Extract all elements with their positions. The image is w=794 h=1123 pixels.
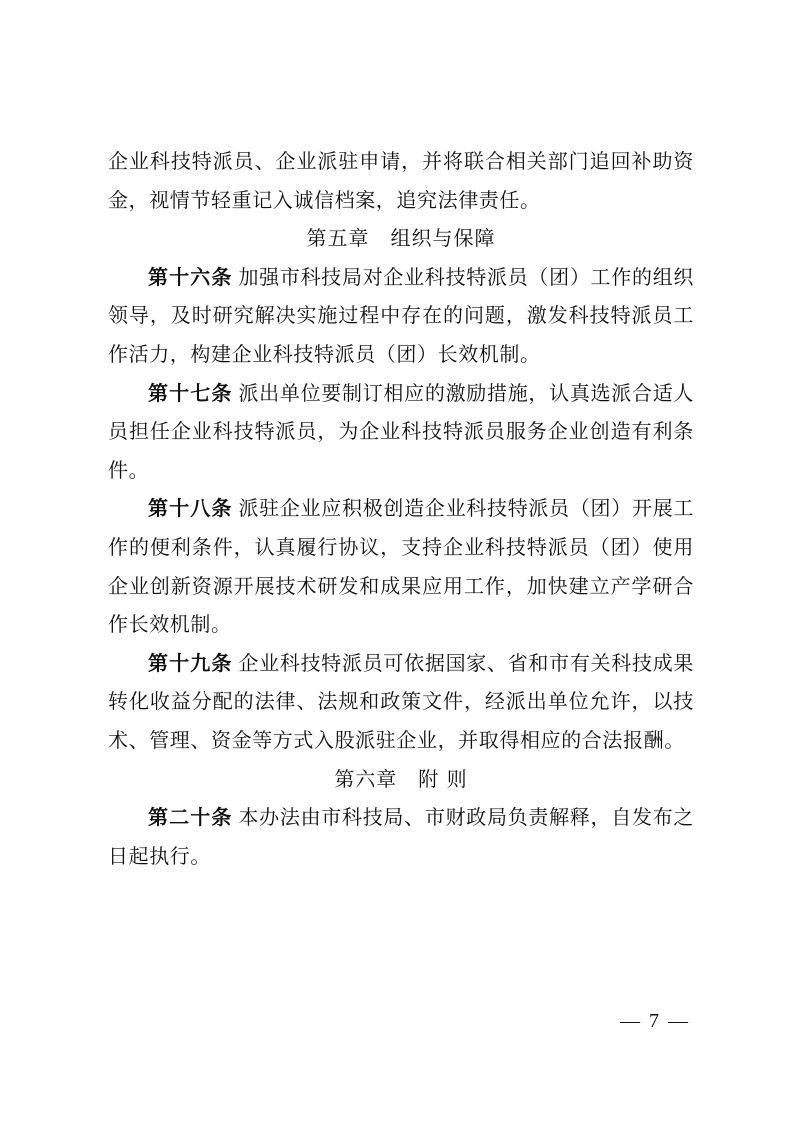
article-number: 第十八条	[148, 496, 233, 521]
paragraph-continuation	[108, 142, 694, 219]
article-number: 第二十条	[148, 805, 233, 830]
article-number: 第十七条	[148, 380, 233, 405]
article-20	[108, 798, 694, 875]
chapter-heading-6: 第六章 附 则	[334, 766, 468, 791]
article-text: 派出单位要制订相应的激励措施，认真选派合适人员担任企业科技特派员，为企业科技特派员服务企业创造有利条件。	[108, 380, 695, 482]
paragraph-text: 企业科技特派员、企业派驻申请，并将联合相关部门追回补助资金，视情节轻重记入诚信档案，追究法律责任。	[108, 149, 694, 212]
article-17	[108, 374, 694, 490]
article-text: 加强市科技局对企业科技特派员（团）工作的组织领导，及时研究解决实施过程中存在的问题，激发科技特派员工作活力，构建企业科技特派员（团）长效机制。	[108, 264, 695, 366]
article-number: 第十六条	[148, 264, 233, 289]
chapter-heading-5: 第五章 组织与保障	[306, 226, 496, 251]
article-16	[108, 258, 694, 374]
article-number: 第十九条	[148, 650, 233, 675]
article-text: 派驻企业应积极创造企业科技特派员（团）开展工作的便利条件，认真履行协议，支持企业科技特派员（团）使用企业创新资源开展技术研发和成果应用工作，加快建立产学研合作长效机制。	[108, 496, 695, 637]
article-text: 本办法由市科技局、市财政局负责解释，自发布之日起执行。	[108, 805, 695, 868]
article-18	[108, 489, 694, 643]
article-text: 企业科技特派员可依据国家、省和市有关科技成果转化收益分配的法律、法规和政策文件，经派出单位允许，以技术、管理、资金等方式入股派驻企业，并取得相应的合法报酬。	[108, 650, 695, 752]
page-number: — 7 —	[620, 1010, 690, 1032]
document-body	[108, 142, 694, 875]
article-19	[108, 644, 694, 760]
